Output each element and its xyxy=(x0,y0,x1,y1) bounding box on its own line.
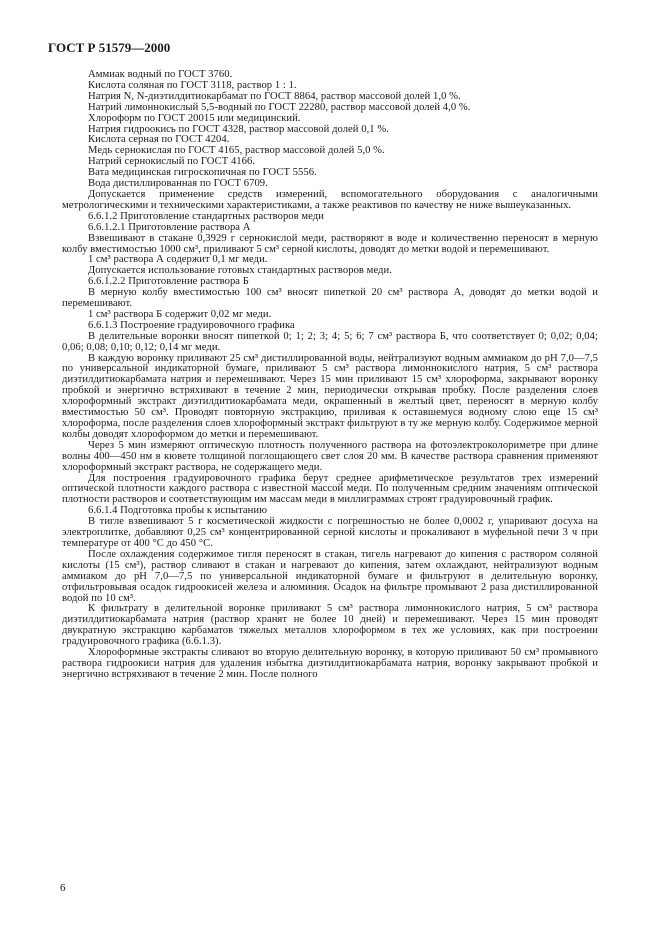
paragraph: Хлороформ по ГОСТ 20015 или медицинский. xyxy=(88,112,301,124)
paragraph: К фильтрату в делительной воронке приливают 5 см³ раствора лимоннокислого натрия, 5 см³ раствора диэтилдитиокарбамата натрия (раствор хранят не более 10 дней) и перемешивают. Через 15 мин проводят двукратную экстракцию карбаматов тяжелых металлов хлороформом в тех же условиях, как при построении градуировочного графика (6.6.1.3). xyxy=(62,603,598,648)
paragraph: Кислота серная по ГОСТ 4204. xyxy=(88,134,230,146)
paragraph: Кислота соляная по ГОСТ 3118, раствор 1 : 1. xyxy=(88,79,297,91)
paragraph: Допускается применение средств измерений, вспомогательного оборудования с аналогичными метрологическими и техническими характеристиками, а также реактивов по качеству не ниже вышеуказанных. xyxy=(62,188,598,211)
paragraph: Хлороформные экстракты сливают во вторую делительную воронку, в которую приливают 50 см³ промывного раствора гидроокиси натрия для удаления избытка диэтилдитиокарбамата натрия, воронку закрывают пробкой и энергично встряхивают в течение 2 мин. После полного xyxy=(62,647,598,680)
section-heading: 6.6.1.2.2 Приготовление раствора Б xyxy=(88,276,249,288)
section-heading: 6.6.1.2 Приготовление стандартных растворов меди xyxy=(88,210,324,222)
paragraph: 1 см³ раствора Б содержит 0,02 мг меди. xyxy=(88,308,272,320)
paragraph: Вата медицинская гигроскопичная по ГОСТ 5556. xyxy=(88,167,317,179)
paragraph: После охлаждения содержимое тигля переносят в стакан, тигель нагревают до кипения с раствором соляной кислоты (15 см³), раствор сливают в стакан и нагревают до кипения, затем охлаждают, нейтрализуют водным аммиаком до рН 7,0—7,5 по универсальной индикаторной бумаге и фильтруют в делительную воронку, отфильтровывая осадок гидроокисей железа и алюминия. Осадок на фильтре промывают 2 раза дистиллированной водой по 10 см³. xyxy=(62,548,598,604)
section-heading: 6.6.1.2.1 Приготовление раствора А xyxy=(88,221,251,233)
section-heading: 6.6.1.4 Подготовка пробы к испытанию xyxy=(88,505,268,517)
paragraph: Через 5 мин измеряют оптическую плотность полученного раствора на фотоэлектроколориметре при длине волны 400—450 нм в кювете толщиной поглощающего свет слоя 20 мм. В качестве раствора сравнения применяют хлороформный экстракт раствора, не содержащего меди. xyxy=(62,439,598,473)
section-heading: 6.6.1.3 Построение градуировочного графика xyxy=(88,319,295,331)
paragraph: В мерную колбу вместимостью 100 см³ вносят пипеткой 20 см³ раствора А, доводят до метки водой и перемешивают. xyxy=(62,287,598,310)
paragraph: Натрия гидроокись по ГОСТ 4328, раствор массовой долей 0,1 %. xyxy=(88,123,389,135)
document-header: ГОСТ Р 51579—2000 xyxy=(48,40,171,55)
paragraph: 1 см³ раствора А содержит 0,1 мг меди. xyxy=(88,254,268,266)
page-number: 6 xyxy=(60,882,66,894)
paragraph: Допускается использование готовых стандартных растворов меди. xyxy=(88,265,392,277)
paragraph: В каждую воронку приливают 25 см³ дистиллированной воды, нейтрализуют водным аммиаком до рН 7,0—7,5 по универсальной индикаторной бумаге, приливают 5 см³ раствора лимоннокислого натрия, 5 см³ раствора диэтилдитиокарбамата натрия и перемешивают. Через 15 мин приливают 15 см³ хлороформа, закрывают воронку пробкой и энергично встряхивают в течение 2 мин, периодически открывая пробку. После разделения слоев хлороформный экстракт диэтилдитиокарбамата меди, окрашенный в желтый цвет, переносят в мерную колбу вместимостью 50 см³. Проводят повторную экстракцию, приливая к оставшемуся водному слою еще 15 см³ хлороформа, после разделения слоев хлороформный экстракт фильтруют в ту же мерную колбу. Содержимое мерной колбы доводят хлороформом до метки и перемешивают. xyxy=(62,352,598,440)
paragraph: Взвешивают в стакане 0,3929 г сернокислой меди, растворяют в воде и количественно переносят в мерную колбу вместимостью 1000 см³, приливают 5 см³ серной кислоты, доводят до метки водой и перемешивают. xyxy=(62,232,598,255)
paragraph: Натрий лимоннокислый 5,5-водный по ГОСТ 22280, раствор массовой долей 4,0 %. xyxy=(88,101,471,113)
paragraph: Натрий сернокислый по ГОСТ 4166. xyxy=(88,156,256,168)
body-text xyxy=(62,70,598,681)
paragraph: В тигле взвешивают 5 г косметической жидкости с погрешностью не более 0,0002 г, упаривают досуха на электроплитке, добавляют 0,25 см³ концентрированной серной кислоты и прокаливают в муфельной печи 3 ч при температуре от 400 °С до 450 °С. xyxy=(62,516,598,549)
paragraph: Натрия N, N-диэтилдитиокарбамат по ГОСТ 8864, раствор массовой долей 1,0 %. xyxy=(88,90,461,102)
paragraph: Медь сернокислая по ГОСТ 4165, раствор массовой долей 5,0 %. xyxy=(88,145,385,157)
paragraph: Аммиак водный по ГОСТ 3760. xyxy=(88,69,233,80)
paragraph: Вода дистиллированная по ГОСТ 6709. xyxy=(88,178,268,190)
paragraph: В делительные воронки вносят пипеткой 0; 1; 2; 3; 4; 5; 6; 7 см³ раствора Б, что соответствует 0; 0,02; 0,04; 0,06; 0,08; 0,10; 0,12; 0,14 мг меди. xyxy=(62,330,598,353)
paragraph: Для построения градуировочного графика берут среднее арифметическое результатов трех измерений оптической плотности каждого раствора с известной массой меди. По полученным средним значениям оптической плотности растворов и соответствующим им массам меди в миллиграммах строят градуировочный график. xyxy=(62,472,598,506)
